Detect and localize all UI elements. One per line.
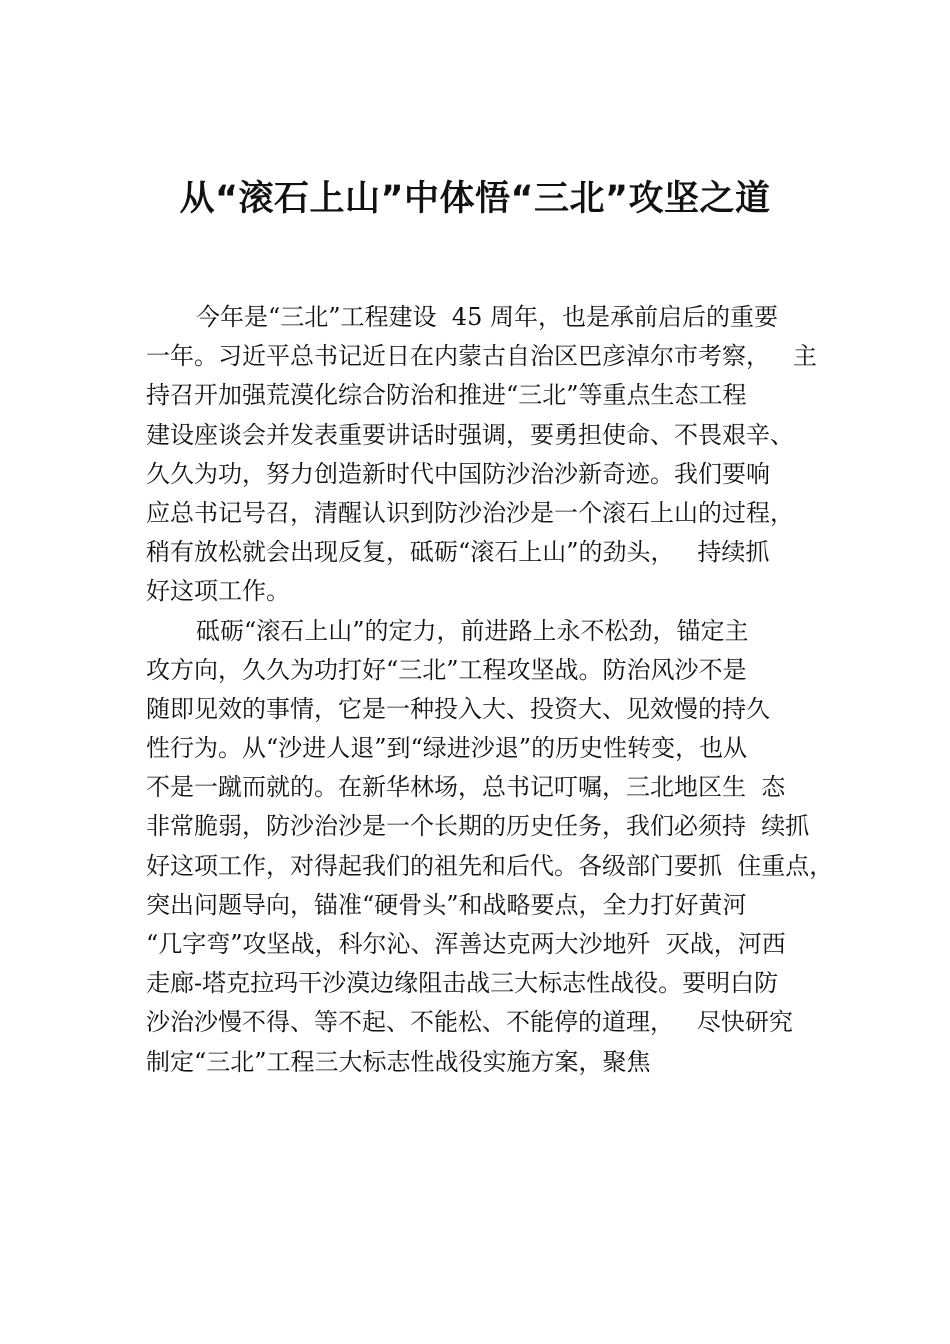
paragraph-line: 不是一蹴而就的。在新华林场，总书记叮嘱，三北地区生 态 <box>146 773 786 802</box>
paragraph-line: 持召开加强荒漠化综合防治和推进“三北”等重点生态工程 <box>146 381 747 410</box>
document-body <box>146 298 846 1082</box>
paragraph-line: 一年。习近平总书记近日在内蒙古自治区巴彦淖尔市考察， 主 <box>146 342 817 371</box>
paragraph-line: 沙治沙慢不得、等不起、不能松、不能停的道理， 尽快研究 <box>146 1008 793 1037</box>
paragraph-line: 突出问题导向，锚准“硬骨头”和战略要点，全力打好黄河 <box>146 890 747 919</box>
document-title: 从“滚石上山”中体悟“三北”攻坚之道 <box>179 179 771 219</box>
paragraph-line: 稍有放松就会出现反复，砥砺“滚石上山”的劲头， 持续抓 <box>146 538 770 567</box>
paragraph-line: 久久为功，努力创造新时代中国防沙治沙新奇迹。我们要响 <box>146 459 770 488</box>
paragraph-line: “几字弯”攻坚战，科尔沁、浑善达克两大沙地歼 灭战，河西 <box>146 930 786 958</box>
paragraph-line: 好这项工作，对得起我们的祖先和后代。各级部门要抓 住重点， <box>146 851 834 880</box>
paragraph-line: 性行为。从“沙进人退”到“绿进沙退”的历史性转变，也从 <box>146 734 748 763</box>
paragraph-line: 建设座谈会并发表重要讲话时强调，要勇担使命、不畏艰辛、 <box>146 420 794 449</box>
paragraph-line: 走廊-塔克拉玛干沙漠边缘阻击战三大标志性战役。要明白防 <box>146 969 779 998</box>
paragraph-line: 制定“三北”工程三大标志性战役实施方案，聚焦 <box>146 1047 651 1076</box>
paragraph-line: 非常脆弱，防沙治沙是一个长期的历史任务，我们必须持 续抓 <box>146 812 810 841</box>
paragraph-line: 应总书记号召，清醒认识到防沙治沙是一个滚石上山的过程， <box>146 498 794 527</box>
paragraph-line: 好这项工作。 <box>146 577 290 606</box>
paragraph-line: 攻方向，久久为功打好“三北”工程攻坚战。防治风沙不是 <box>146 655 747 684</box>
paragraph-line: 随即见效的事情，它是一种投入大、投资大、见效慢的持久 <box>146 694 770 723</box>
paragraph-line: 今年是“三北”工程建设 45 周年，也是承前启后的重要 <box>196 303 778 331</box>
paragraph-line: 砥砺“滚石上山”的定力，前进路上永不松劲，锚定主 <box>196 616 749 645</box>
